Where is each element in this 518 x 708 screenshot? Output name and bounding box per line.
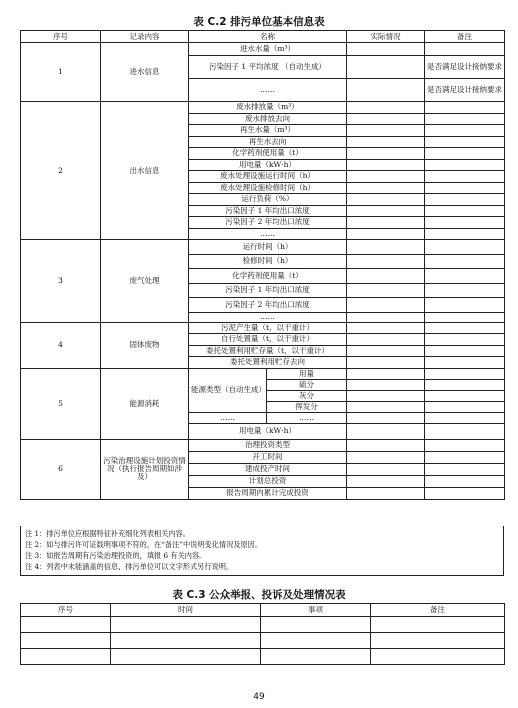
s4-row: 委托处置利用贮存去向 (189, 357, 347, 369)
cell (347, 228, 425, 240)
c3-header-seq: 序号 (21, 604, 111, 617)
cell (425, 322, 505, 334)
s3-label: 废气处理 (101, 240, 189, 323)
cell (347, 205, 425, 217)
s2-row: 用电量（kW·h） (189, 159, 347, 171)
s3-row: 污染因子 1 年均出口浓度 (189, 283, 347, 298)
cell (371, 633, 505, 649)
cell (425, 283, 505, 298)
s2-row: 废水处理设施运行时间（h） (189, 171, 347, 183)
s3-row: 化学药剂使用量（t） (189, 269, 347, 284)
c3-header-remark: 备注 (371, 604, 505, 617)
note: 注 1：排污单位应根据特征补充细化列表相关内容。 (25, 529, 190, 538)
cell (347, 312, 425, 322)
cell (347, 439, 425, 451)
cell (371, 649, 505, 665)
cell (425, 240, 505, 255)
cell (347, 357, 425, 369)
cell (347, 113, 425, 125)
c3-header-time: 时间 (111, 604, 261, 617)
cell (425, 368, 505, 379)
s6-row: 建成投产时间 (189, 463, 347, 475)
cell (425, 412, 505, 423)
cell (425, 217, 505, 229)
cell (347, 283, 425, 298)
table-c3-title: 表 C.3 公众举报、投诉及处理情况表 (172, 589, 346, 601)
s2-row: 运行负荷（%） (189, 194, 347, 206)
header-remark: 备注 (425, 31, 505, 43)
s3-row: 污染因子 2 年均出口浓度 (189, 298, 347, 313)
cell (425, 113, 505, 125)
s2-row: 化学药剂使用量（t） (189, 148, 347, 160)
cell (425, 451, 505, 463)
cell (425, 205, 505, 217)
cell (347, 334, 425, 346)
cell (425, 148, 505, 160)
cell (347, 412, 425, 423)
header-content: 记录内容 (101, 31, 189, 43)
s5-energy-type: 能源类型（自动生成） (189, 368, 267, 412)
s6-row: 治理投资类型 (189, 439, 347, 451)
s1-seq: 1 (21, 43, 101, 102)
cell (261, 633, 371, 649)
s2-label: 出水信息 (101, 102, 189, 240)
cell (347, 401, 425, 412)
s5-dots-left: …… (189, 412, 267, 423)
s5-seq: 5 (21, 368, 101, 439)
cell (347, 322, 425, 334)
s2-row: 污染因子 2 年均出口浓度 (189, 217, 347, 229)
cell (425, 312, 505, 322)
table-c3-header-row (21, 604, 505, 617)
s5-electricity: 用电量（kW·h） (189, 423, 347, 439)
cell (347, 43, 425, 56)
s1-row-2: 污染因子 1 平均浓度 （自动生成） (189, 56, 347, 79)
cell (261, 617, 371, 633)
cell (347, 487, 425, 499)
table-row (21, 617, 505, 633)
table-c3 (20, 603, 505, 665)
cell (425, 439, 505, 451)
note: 注 3：如报告周期有污染治理投资的，填报 6 有关内容。 (25, 551, 207, 560)
cell (425, 159, 505, 171)
cell (347, 217, 425, 229)
cell (21, 617, 111, 633)
table-row (21, 649, 505, 665)
cell (425, 390, 505, 401)
s4-row: 委托处置利用贮存量（t，以干重计） (189, 345, 347, 357)
cell (347, 390, 425, 401)
s2-seq: 2 (21, 102, 101, 240)
s1-row-3-remark: 是否满足设计接纳要求 (425, 79, 505, 102)
cell (425, 298, 505, 313)
cell (347, 125, 425, 137)
cell (425, 401, 505, 412)
s4-row: 自行处置量（t，以干重计） (189, 334, 347, 346)
cell (347, 136, 425, 148)
table-c2 (20, 30, 505, 500)
s1-row-1: 进水水量（m³） (189, 43, 347, 56)
s5-sub: 硫分 (267, 379, 347, 390)
cell (347, 194, 425, 206)
s6-row: 开工时间 (189, 451, 347, 463)
cell (425, 334, 505, 346)
cell (425, 379, 505, 390)
header-actual: 实际情况 (347, 31, 425, 43)
table-row (21, 633, 505, 649)
cell (111, 649, 261, 665)
cell (425, 102, 505, 114)
cell (425, 136, 505, 148)
cell (347, 79, 425, 102)
cell (425, 171, 505, 183)
cell (347, 171, 425, 183)
s3-row: 运行时间（h） (189, 240, 347, 255)
s2-row: 污染因子 1 年均出口浓度 (189, 205, 347, 217)
s3-seq: 3 (21, 240, 101, 323)
cell (425, 269, 505, 284)
s3-row: …… (189, 312, 347, 322)
s5-sub: 灰分 (267, 390, 347, 401)
cell (425, 423, 505, 439)
s5-sub: 用量 (267, 368, 347, 379)
cell (261, 649, 371, 665)
cell (111, 617, 261, 633)
cell (425, 228, 505, 240)
cell (371, 617, 505, 633)
s2-row: 废水处理设施检修时间（h） (189, 182, 347, 194)
cell (425, 194, 505, 206)
cell (21, 633, 111, 649)
cell (425, 463, 505, 475)
s5-dots-right: …… (267, 412, 347, 423)
note: 注 2：如与排污许可证载明事项不符的，在“备注”中说明变化情况及原因。 (25, 540, 263, 549)
s1-row-2-remark: 是否满足设计接纳要求 (425, 56, 505, 79)
c3-header-item: 事项 (261, 604, 371, 617)
s2-row: 再生水去向 (189, 136, 347, 148)
cell (21, 649, 111, 665)
cell (425, 125, 505, 137)
cell (347, 451, 425, 463)
s4-seq: 4 (21, 322, 101, 368)
header-seq: 序号 (21, 31, 101, 43)
cell (347, 254, 425, 269)
s6-row: 计划总投资 (189, 475, 347, 487)
cell (347, 240, 425, 255)
cell (425, 182, 505, 194)
note: 注 4：列表中未能涵盖的信息，排污单位可以文字形式另行说明。 (25, 562, 234, 571)
cell (425, 475, 505, 487)
cell (425, 357, 505, 369)
s2-row: 废水排放量（m³） (189, 102, 347, 114)
header-name: 名称 (189, 31, 347, 43)
cell (425, 487, 505, 499)
cell (347, 102, 425, 114)
cell (111, 633, 261, 649)
table-c2-title: 表 C.2 排污单位基本信息表 (193, 16, 325, 28)
cell (347, 298, 425, 313)
cell (347, 159, 425, 171)
s2-row: 再生水量（m³） (189, 125, 347, 137)
s1-label: 进水信息 (101, 43, 189, 102)
cell (347, 368, 425, 379)
page-number: 49 (253, 692, 265, 702)
cell (425, 43, 505, 56)
s5-label: 能源消耗 (101, 368, 189, 439)
s3-row: 检修时间（h） (189, 254, 347, 269)
cell (347, 463, 425, 475)
s6-label: 污染治理设施计划投资情况（执行报告周期如涉及） (101, 439, 189, 499)
table-c2-header-row (21, 31, 505, 43)
cell (347, 379, 425, 390)
cell (347, 56, 425, 79)
cell (425, 345, 505, 357)
s6-seq: 6 (21, 439, 101, 499)
s1-row-3: …… (189, 79, 347, 102)
table-c2-notes (20, 526, 504, 576)
s2-row: …… (189, 228, 347, 240)
cell (347, 182, 425, 194)
s5-sub: 挥发分 (267, 401, 347, 412)
s2-row: 废水排放去向 (189, 113, 347, 125)
cell (347, 423, 425, 439)
cell (347, 475, 425, 487)
s6-row: 报告周期内累计完成投资 (189, 487, 347, 499)
cell (347, 345, 425, 357)
s4-row: 污泥产生量（t，以干重计） (189, 322, 347, 334)
cell (347, 148, 425, 160)
cell (347, 269, 425, 284)
s4-label: 固体废物 (101, 322, 189, 368)
cell (425, 254, 505, 269)
